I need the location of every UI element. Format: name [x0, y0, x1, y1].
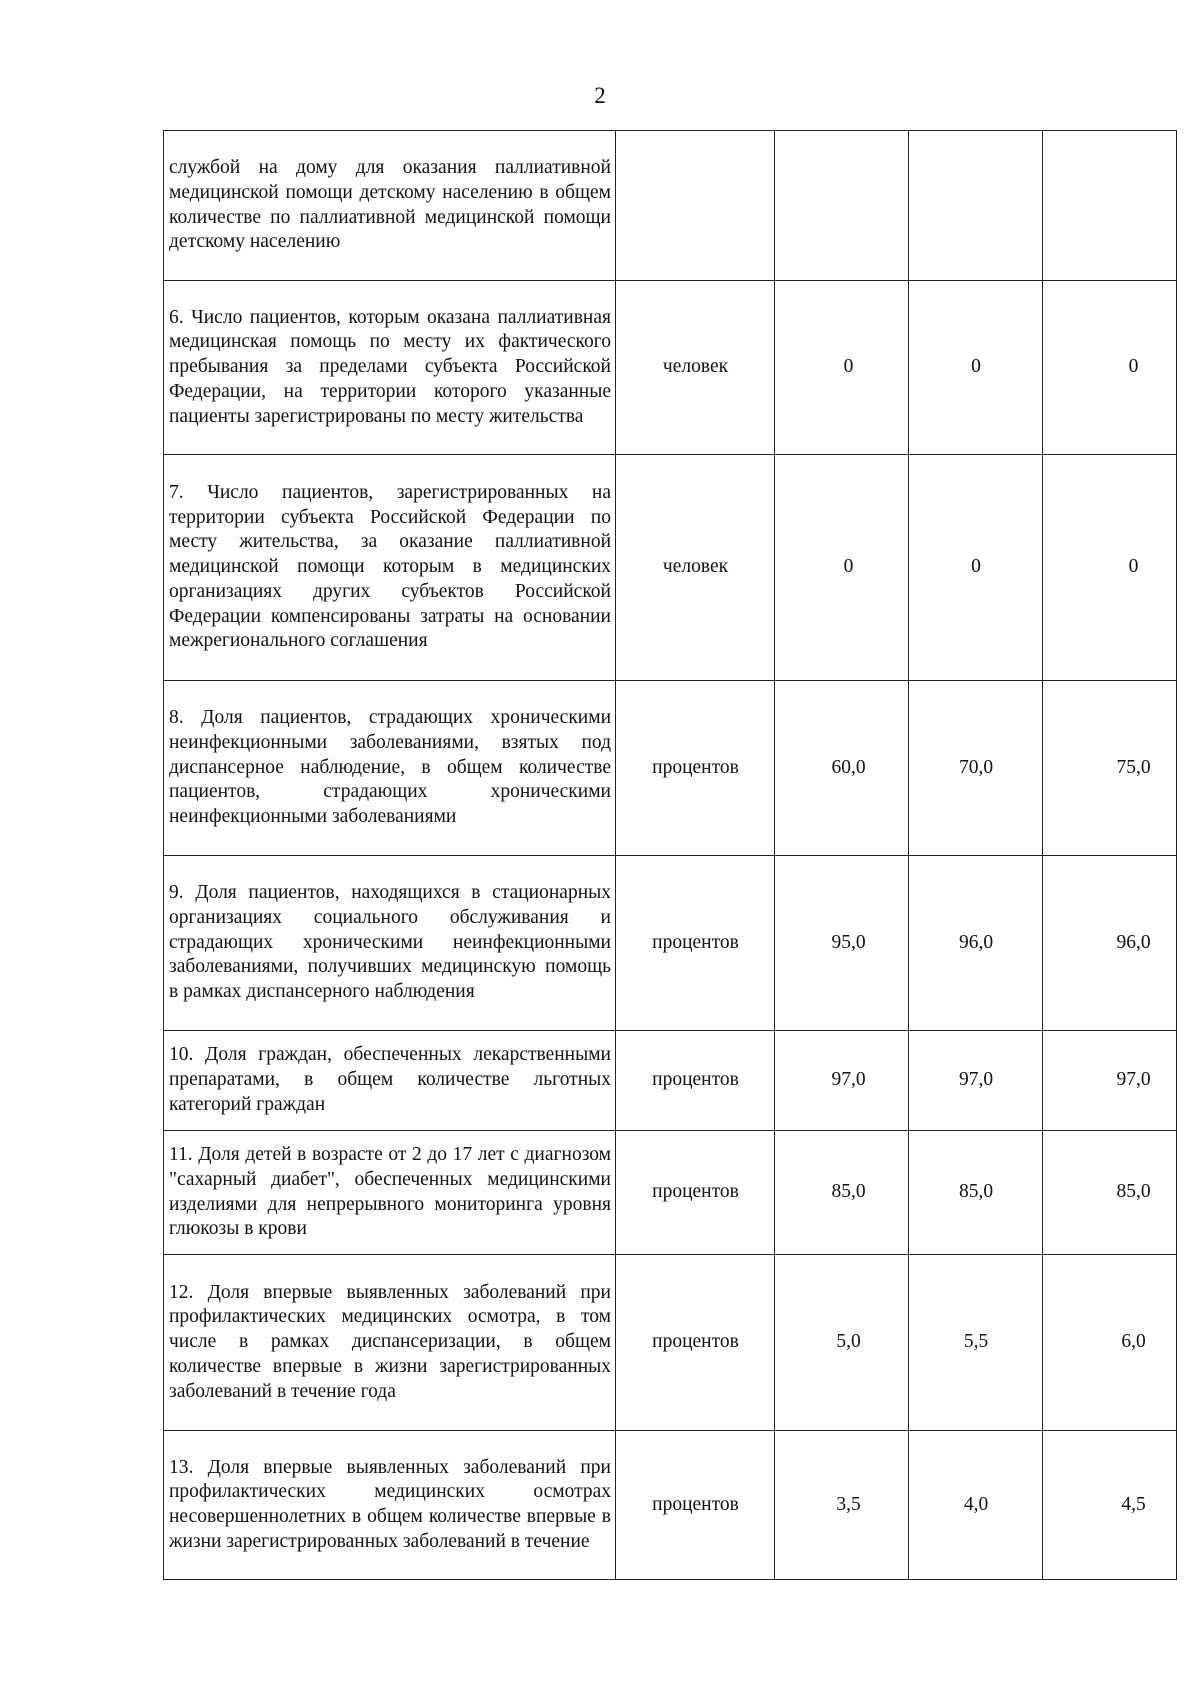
indicator-value: 6,0 — [1043, 1255, 1177, 1431]
indicator-value: 96,0 — [909, 856, 1043, 1031]
indicator-value: 3,5 — [775, 1431, 909, 1580]
indicator-value: 0 — [1043, 455, 1177, 681]
indicator-value: 0 — [909, 281, 1043, 455]
table-row — [164, 281, 1177, 455]
indicators-table — [163, 130, 1177, 1580]
indicator-value: 5,5 — [909, 1255, 1043, 1431]
indicator-unit: процентов — [616, 1031, 775, 1131]
indicator-name: 7. Число пациентов, зарегистрированных на территории субъекта Российской Федерации по месту жительства, за оказание паллиативной медицинской помощи которым в медицинских организациях других субъектов Российской Федерации компенсированы затраты на основании межрегионального соглашения — [164, 455, 616, 681]
table-row — [164, 856, 1177, 1031]
indicator-name: 11. Доля детей в возрасте от 2 до 17 лет с диагнозом "сахарный диабет", обеспеченных медицинскими изделиями для непрерывного мониторинга уровня глюкозы в крови — [164, 1131, 616, 1255]
indicator-unit: человек — [616, 455, 775, 681]
indicator-value: 0 — [1043, 281, 1177, 455]
table-row — [164, 455, 1177, 681]
indicator-value: 4,0 — [909, 1431, 1043, 1580]
indicator-value: 0 — [775, 281, 909, 455]
indicator-name: 13. Доля впервые выявленных заболеваний при профилактических медицинских осмотрах несовершеннолетних в общем количестве впервые в жизни зарегистрированных заболеваний в течение — [164, 1431, 616, 1580]
indicator-value: 0 — [909, 455, 1043, 681]
indicator-value — [775, 131, 909, 281]
indicator-value: 97,0 — [909, 1031, 1043, 1131]
indicator-value: 4,5 — [1043, 1431, 1177, 1580]
indicator-name: 8. Доля пациентов, страдающих хроническими неинфекционными заболеваниями, взятых под диспансерное наблюдение, в общем количестве пациентов, страдающих хроническими неинфекционными заболеваниями — [164, 681, 616, 856]
indicator-unit — [616, 131, 775, 281]
table-row — [164, 1431, 1177, 1580]
page-number: 2 — [594, 83, 606, 108]
table-row — [164, 131, 1177, 281]
table-row — [164, 1131, 1177, 1255]
table-row — [164, 1255, 1177, 1431]
indicator-unit: человек — [616, 281, 775, 455]
table-row — [164, 681, 1177, 856]
indicator-value: 70,0 — [909, 681, 1043, 856]
indicator-value — [909, 131, 1043, 281]
indicator-name: службой на дому для оказания паллиативной медицинской помощи детскому населению в общем количестве по паллиативной медицинской помощи детскому населению — [164, 131, 616, 281]
indicator-value: 0 — [775, 455, 909, 681]
indicator-value: 96,0 — [1043, 856, 1177, 1031]
indicator-value: 85,0 — [775, 1131, 909, 1255]
indicator-value: 97,0 — [775, 1031, 909, 1131]
indicator-unit: процентов — [616, 681, 775, 856]
indicator-value: 60,0 — [775, 681, 909, 856]
indicator-name: 12. Доля впервые выявленных заболеваний при профилактических медицинских осмотра, в том числе в рамках диспансеризации, в общем количестве впервые в жизни зарегистрированных заболеваний в течение года — [164, 1255, 616, 1431]
indicator-name: 6. Число пациентов, которым оказана паллиативная медицинская помощь по месту их фактического пребывания за пределами субъекта Российской Федерации, на территории которого указанные пациенты зарегистрированы по месту жительства — [164, 281, 616, 455]
indicator-value: 5,0 — [775, 1255, 909, 1431]
indicator-name: 10. Доля граждан, обеспеченных лекарственными препаратами, в общем количестве льготных категорий граждан — [164, 1031, 616, 1131]
indicator-unit: процентов — [616, 1131, 775, 1255]
indicator-value: 75,0 — [1043, 681, 1177, 856]
indicator-value: 97,0 — [1043, 1031, 1177, 1131]
indicator-value: 85,0 — [909, 1131, 1043, 1255]
indicator-value — [1043, 131, 1177, 281]
indicator-value: 85,0 — [1043, 1131, 1177, 1255]
indicator-name: 9. Доля пациентов, находящихся в стационарных организациях социального обслуживания и страдающих хроническими неинфекционными заболеваниями, получивших медицинскую помощь в рамках диспансерного наблюдения — [164, 856, 616, 1031]
indicator-unit: процентов — [616, 1255, 775, 1431]
table-row — [164, 1031, 1177, 1131]
indicator-unit: процентов — [616, 856, 775, 1031]
indicator-value: 95,0 — [775, 856, 909, 1031]
indicator-unit: процентов — [616, 1431, 775, 1580]
